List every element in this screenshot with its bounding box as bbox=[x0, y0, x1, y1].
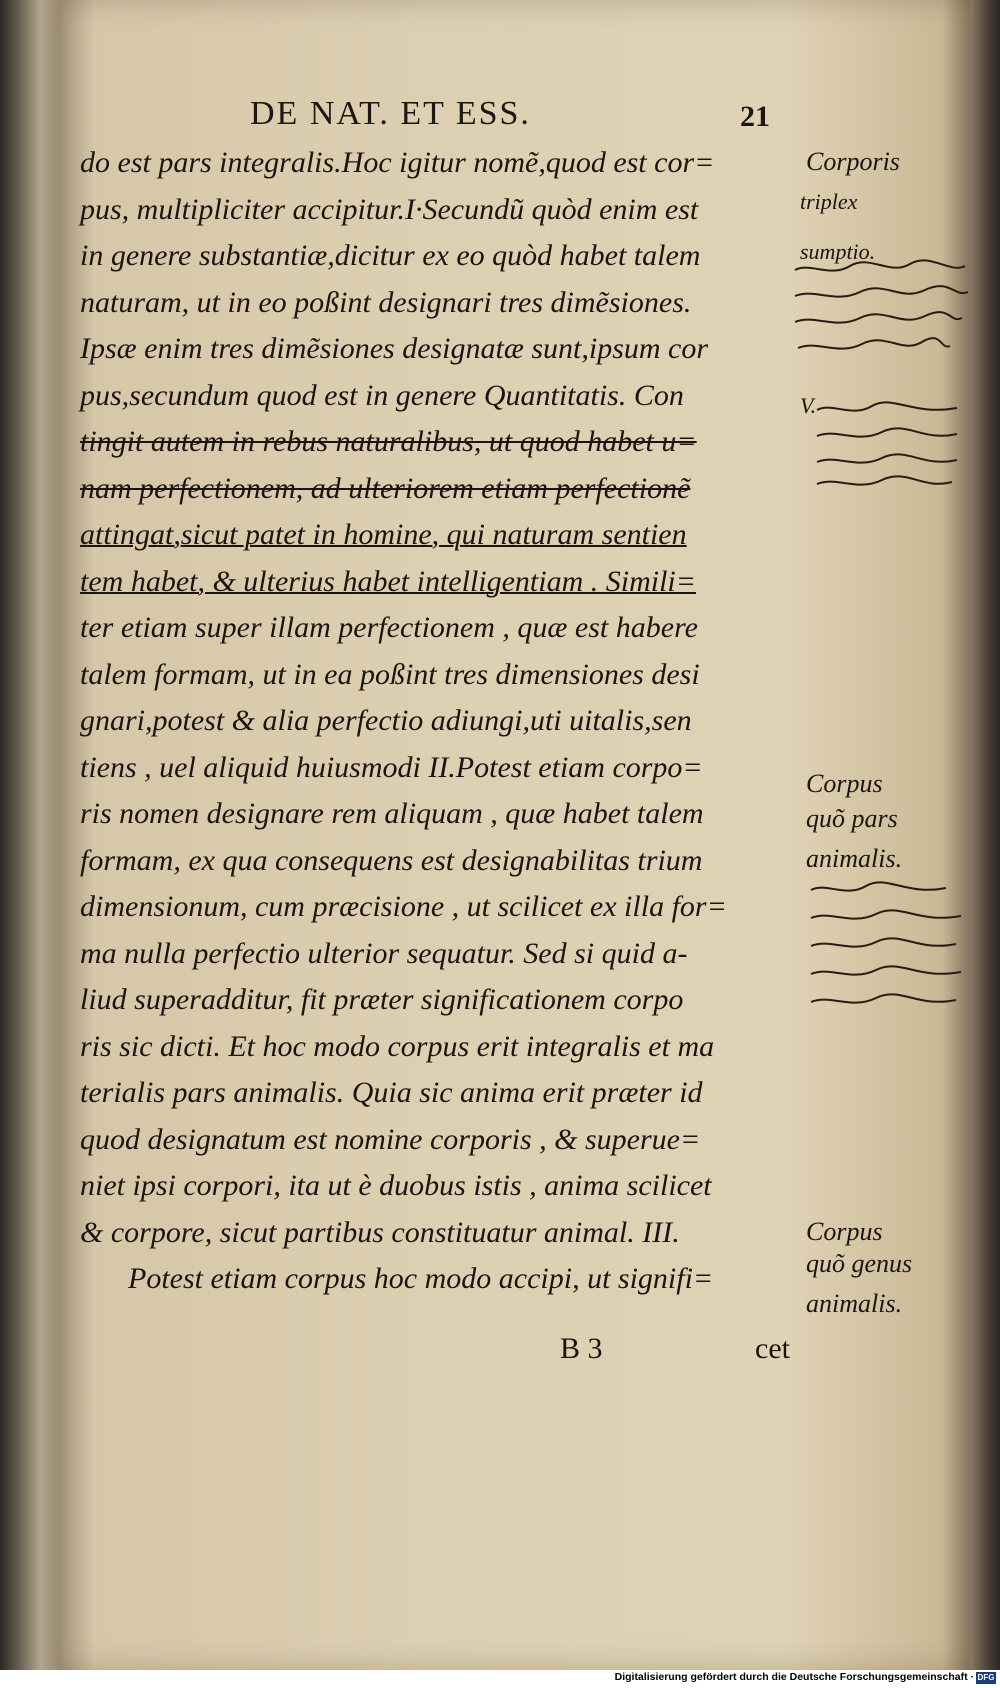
text-line: attingat,sicut patet in homine, qui naturam sentien bbox=[80, 518, 687, 551]
page-number: 21 bbox=[740, 100, 770, 133]
text-line: ris sic dicti. Et hoc modo corpus erit integralis et ma bbox=[80, 1029, 715, 1063]
catchword: cet bbox=[755, 1332, 790, 1365]
text-line: do est pars integralis.Hoc igitur nomẽ,quod est cor= bbox=[80, 146, 715, 179]
text-line: tingit autem in rebus naturalibus, ut quod habet u= bbox=[80, 425, 697, 458]
facing-page-edge bbox=[0, 0, 58, 1670]
footer-credit: Digitalisierung gefördert durch die Deutsche Forschungsgemeinschaft · bbox=[614, 1671, 974, 1683]
body-text bbox=[80, 140, 800, 1303]
signature-line bbox=[560, 1332, 790, 1366]
text-line: Potest etiam corpus hoc modo accipi, ut signifi= bbox=[128, 1262, 714, 1295]
text-line: niet ipsi corpori, ita ut è duobus istis , anima scilicet bbox=[80, 1169, 712, 1202]
text-line: ma nulla perfectio ulterior sequatur. Sed si quid a- bbox=[80, 936, 688, 970]
text-line: Ipsæ enim tres dimẽsiones designatæ sunt,ipsum cor bbox=[80, 332, 709, 365]
margin-note: quõ pars bbox=[806, 804, 898, 833]
handwritten-note: V. bbox=[800, 393, 817, 418]
handwritten-note: triplex bbox=[800, 189, 858, 214]
handwritten-scribble-top bbox=[790, 258, 970, 368]
text-line: formam, ex qua consequens est designabilitas trium bbox=[80, 843, 703, 877]
text-line: gnari,potest & alia perfectio adiungi,uti uitalis,sen bbox=[80, 704, 692, 737]
text-line: terialis pars animalis. Quia sic anima erit præter id bbox=[80, 1076, 703, 1109]
margin-note: quõ genus bbox=[806, 1249, 913, 1278]
handwritten-note: sumptio. bbox=[800, 239, 876, 264]
text-line: pus,secundum quod est in genere Quantitatis. Con bbox=[80, 378, 684, 412]
text-line: nam perfectionem, ad ulteriorem etiam perfectionẽ bbox=[80, 471, 691, 505]
text-line: quod designatum est nomine corporis , & superue= bbox=[80, 1122, 701, 1156]
signature-mark: B 3 bbox=[560, 1332, 603, 1365]
text-line: pus, multipliciter accipitur.I·Secundũ quòd enim est bbox=[80, 192, 699, 226]
dfg-logo: DFG bbox=[977, 1673, 995, 1682]
handwritten-scribble-middle bbox=[812, 400, 962, 490]
text-line: ter etiam super illam perfectionem , quæ est habere bbox=[80, 611, 698, 644]
text-line: in genere substantiæ,dicitur ex eo quòd habet talem bbox=[80, 239, 701, 272]
margin-note: animalis. bbox=[806, 1289, 903, 1318]
margin-note: Corpus bbox=[806, 1217, 883, 1246]
text-line: & corpore, sicut partibus constituatur animal. III. bbox=[80, 1215, 680, 1249]
running-title: DE NAT. ET ESS. bbox=[250, 95, 531, 132]
margin-note: Corporis bbox=[806, 147, 900, 176]
text-line: dimensionum, cum præcisione , ut scilicet ex illa for= bbox=[80, 890, 727, 923]
text-line: tem habet, & ulterius habet intelligentiam . Simili= bbox=[80, 564, 697, 598]
text-line: ris nomen designare rem aliquam , quæ habet talem bbox=[80, 797, 704, 830]
margin-note: animalis. bbox=[806, 844, 903, 873]
text-line: talem formam, ut in ea poßint tres dimensiones desi bbox=[80, 657, 700, 691]
margin-note: Corpus bbox=[806, 769, 883, 798]
page-edge-shadow bbox=[970, 0, 1000, 1670]
text-line: liud superadditur, fit præter significationem corpo bbox=[80, 983, 684, 1016]
text-line: naturam, ut in eo poßint designari tres dimẽsiones. bbox=[80, 285, 692, 319]
handwritten-scribble-lower bbox=[806, 880, 966, 1030]
text-line: tiens , uel aliquid huiusmodi II.Potest etiam corpo= bbox=[80, 750, 703, 784]
